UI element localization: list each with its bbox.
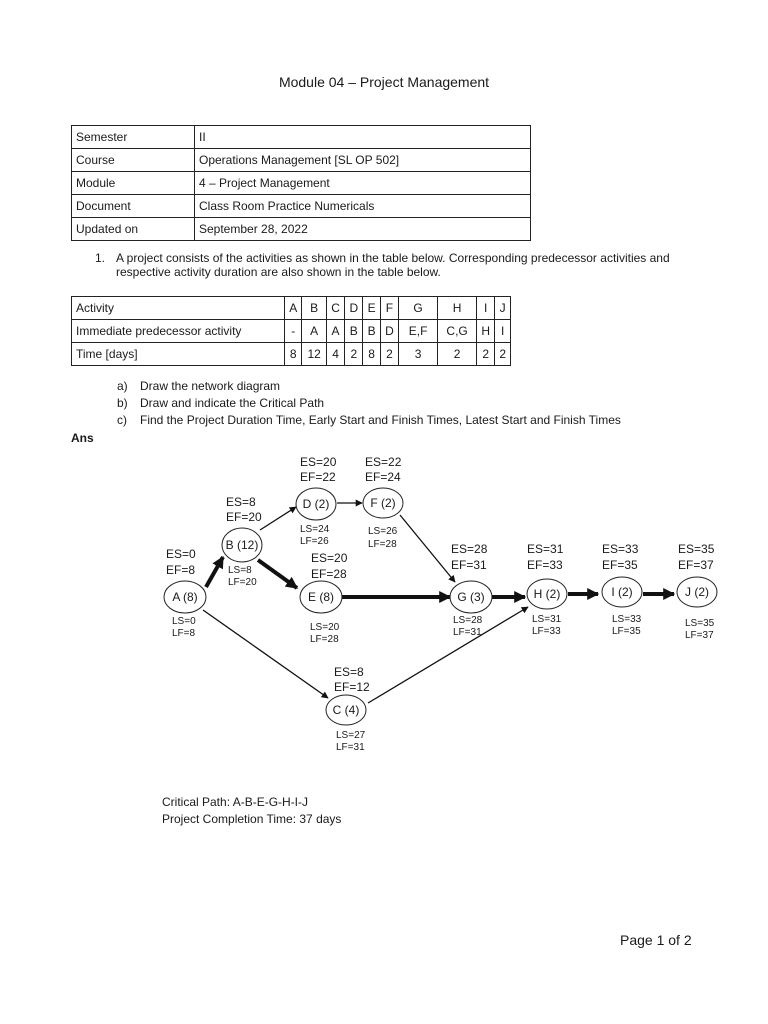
info-label: Course (72, 149, 195, 172)
node-es: ES=28 (451, 542, 488, 556)
node-lf: LF=31 (336, 742, 365, 753)
node-ef: EF=31 (451, 558, 487, 572)
node-label: A (8) (172, 590, 198, 604)
node-f (363, 455, 403, 550)
table-cell: D (345, 297, 363, 320)
node-label: G (3) (457, 590, 485, 604)
node-ef: EF=22 (300, 470, 336, 484)
node-es: ES=20 (311, 551, 348, 565)
node-ls: LS=33 (612, 614, 642, 625)
node-e (300, 551, 348, 645)
table-cell: H (438, 297, 477, 320)
node-c (326, 665, 370, 753)
node-ls: LS=27 (336, 730, 366, 741)
node-ls: LS=0 (172, 616, 196, 627)
table-cell: 2 (495, 343, 511, 366)
subquestion-text: Find the Project Duration Time, Early Start and Finish Times, Latest Start and Finish Times (140, 413, 621, 427)
node-ef: EF=20 (226, 510, 262, 524)
critical-path: Critical Path: A-B-E-G-H-I-J (162, 795, 309, 809)
table-cell: I (495, 320, 511, 343)
node-g (450, 542, 492, 638)
table-cell: A (285, 297, 302, 320)
node-ls: LS=8 (228, 565, 252, 576)
node-lf: LF=26 (300, 536, 329, 547)
table-cell: A (326, 320, 344, 343)
info-value: Operations Management [SL OP 502] (195, 149, 531, 172)
edge-a-b (206, 557, 223, 587)
node-ef: EF=8 (166, 563, 196, 577)
table-cell: E (363, 297, 380, 320)
table-cell: Time [days] (72, 343, 285, 366)
completion-time: Project Completion Time: 37 days (162, 812, 342, 826)
node-ls: LS=20 (310, 622, 340, 633)
node-h (527, 542, 567, 637)
edge-b-d (260, 507, 296, 530)
table-cell: 8 (285, 343, 302, 366)
node-label: F (2) (370, 496, 396, 510)
node-label: E (8) (307, 590, 335, 604)
node-ls: LS=24 (300, 524, 330, 535)
node-ls: LS=35 (685, 618, 715, 629)
table-cell: B (302, 297, 327, 320)
info-label: Document (72, 195, 195, 218)
node-label: H (2) (533, 587, 561, 601)
page-title: Module 04 – Project Management (278, 74, 490, 90)
node-ef: EF=33 (527, 558, 563, 572)
node-es: ES=0 (166, 547, 196, 561)
node-i (602, 542, 642, 637)
table-cell: 3 (399, 343, 438, 366)
table-cell: A (302, 320, 327, 343)
node-label: C (4) (332, 703, 360, 717)
question-number: 1. (95, 251, 106, 265)
node-lf: LF=31 (453, 627, 482, 638)
table-cell: - (285, 320, 302, 343)
node-es: ES=33 (602, 542, 639, 556)
node-lf: LF=20 (228, 577, 257, 588)
table-cell: 2 (380, 343, 398, 366)
node-ls: LS=26 (368, 526, 398, 537)
table-cell: I (477, 297, 495, 320)
node-label: B (12) (225, 538, 259, 552)
edge-b-e (258, 560, 297, 588)
node-ef: EF=35 (602, 558, 638, 572)
table-cell: D (380, 320, 398, 343)
subquestion-letter: a) (117, 379, 128, 393)
info-value: II (195, 126, 531, 149)
node-lf: LF=33 (532, 626, 561, 637)
node-label: I (2) (611, 585, 633, 599)
subquestion-text: Draw and indicate the Critical Path (140, 396, 325, 410)
table-cell: G (399, 297, 438, 320)
node-ef: EF=24 (365, 470, 401, 484)
node-label: J (2) (685, 585, 709, 599)
table-cell: 12 (302, 343, 327, 366)
node-ef: EF=37 (678, 558, 714, 572)
page-number: Page 1 of 2 (620, 932, 692, 948)
info-value: Class Room Practice Numericals (195, 195, 531, 218)
edge-c-h (368, 607, 528, 703)
node-label: D (2) (302, 497, 330, 511)
node-ls: LS=28 (453, 615, 483, 626)
info-value: 4 – Project Management (195, 172, 531, 195)
subquestion-letter: c) (117, 413, 127, 427)
node-lf: LF=28 (310, 634, 339, 645)
table-cell: C (326, 297, 344, 320)
node-a (164, 547, 206, 639)
node-b (222, 495, 262, 588)
table-cell: 2 (438, 343, 477, 366)
table-cell: 4 (326, 343, 344, 366)
subquestion-text: Draw the network diagram (140, 379, 281, 393)
table-cell: Immediate predecessor activity (72, 320, 285, 343)
subquestion-letter: b) (117, 396, 128, 410)
table-cell: C,G (438, 320, 477, 343)
node-lf: LF=28 (368, 539, 397, 550)
table-cell: 8 (363, 343, 380, 366)
node-d (296, 455, 337, 547)
node-lf: LF=8 (172, 628, 196, 639)
node-lf: LF=35 (612, 626, 641, 637)
node-es: ES=35 (678, 542, 715, 556)
edge-f-g (400, 515, 455, 582)
node-ls: LS=31 (532, 614, 562, 625)
node-ef: EF=28 (311, 567, 347, 581)
node-j (677, 542, 717, 641)
table-cell: H (477, 320, 495, 343)
info-label: Semester (72, 126, 195, 149)
info-label: Module (72, 172, 195, 195)
info-label: Updated on (72, 218, 195, 241)
info-value: September 28, 2022 (195, 218, 531, 241)
question-text: A project consists of the activities as shown in the table below. Corresponding predecessor activities and respective activity duration are also shown in the table below. (116, 251, 670, 279)
node-es: ES=31 (527, 542, 564, 556)
table-cell: J (495, 297, 511, 320)
node-es: ES=8 (226, 495, 256, 509)
node-lf: LF=37 (685, 630, 714, 641)
table-cell: B (363, 320, 380, 343)
table-cell: F (380, 297, 398, 320)
table-cell: 2 (477, 343, 495, 366)
node-es: ES=8 (334, 665, 364, 679)
answer-label: Ans (71, 431, 94, 445)
node-es: ES=20 (300, 455, 337, 469)
table-cell: 2 (345, 343, 363, 366)
node-ef: EF=12 (334, 680, 370, 694)
node-es: ES=22 (365, 455, 402, 469)
table-cell: Activity (72, 297, 285, 320)
table-cell: E,F (399, 320, 438, 343)
table-cell: B (345, 320, 363, 343)
